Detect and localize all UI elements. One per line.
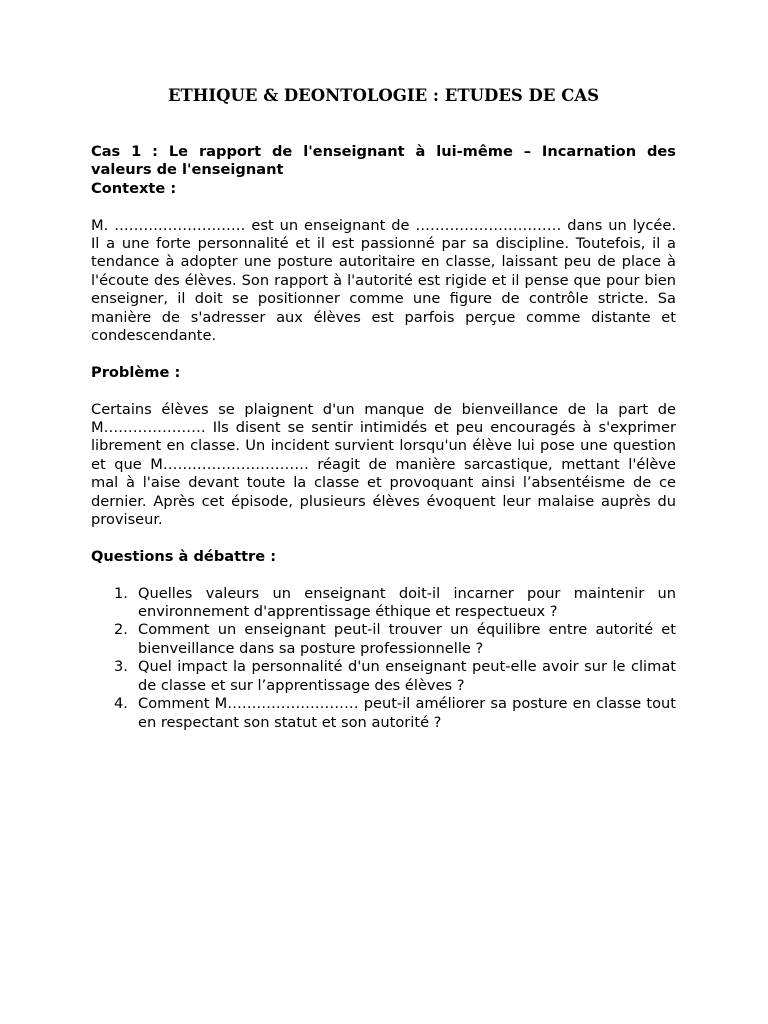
list-item xyxy=(114,621,676,658)
page-title: ETHIQUE & DEONTOLOGIE : ETUDES DE CAS xyxy=(167,86,600,105)
list-item-text: Comment M……………………… peut-il améliorer sa posture en classe tout en respectant son statut et son autorité ? xyxy=(138,695,676,731)
list-item-text: Comment un enseignant peut-il trouver un équilibre entre autorité et bienveillance dans sa posture professionnelle ? xyxy=(138,621,676,657)
context-paragraph: M. ……………………… est un enseignant de ………………………… dans un lycée. Il a une forte personnalité et il est passionné par sa discipline. Toutefois, il a tendance à adopter une posture autoritaire en classe, laissant peu de place à l'écoute des élèves. Son rapport à l'autorité est rigide et il pense que pour bien enseigner, il doit se positionner comme une figure de contrôle stricte. Sa manière de s'adresser aux élèves est parfois perçue comme distante et condescendante. xyxy=(91,216,676,345)
document-body xyxy=(91,143,676,732)
case-heading: Cas 1 : Le rapport de l'enseignant à lui-même – Incarnation des valeurs de l'enseignant xyxy=(91,143,676,179)
questions-heading: Questions à débattre : xyxy=(91,547,277,565)
questions-list xyxy=(91,585,676,732)
problem-paragraph: Certains élèves se plaignent d'un manque de bienveillance de la part de M………………… Ils disent se sentir intimidés et peu encouragés à s'exprimer librement en classe. Un incident survient lorsqu'un élève lui pose une question et que M………………………… réagit de manière sarcastique, mettant l'élève mal à l'aise devant toute la classe et provoquant ainsi l’absentéisme de ce dernier. Après cet épisode, plusieurs élèves évoquent leur malaise auprès du proviseur. xyxy=(91,400,676,529)
list-item xyxy=(114,584,676,622)
list-item xyxy=(114,658,676,695)
list-item-number: 1. xyxy=(114,584,128,602)
list-item-number: 2. xyxy=(114,621,128,639)
list-item-text: Quelles valeurs un enseignant doit-il incarner pour maintenir un environnement d'apprentissage éthique et respectueux ? xyxy=(138,584,676,621)
list-item xyxy=(114,695,676,732)
list-item-number: 3. xyxy=(114,658,128,676)
problem-heading: Problème : xyxy=(91,363,181,381)
list-item-text: Quel impact la personnalité d'un enseignant peut-elle avoir sur le climat de classe et sur l’apprentissage des élèves ? xyxy=(138,658,676,694)
context-heading: Contexte : xyxy=(91,179,177,197)
list-item-number: 4. xyxy=(114,695,128,713)
